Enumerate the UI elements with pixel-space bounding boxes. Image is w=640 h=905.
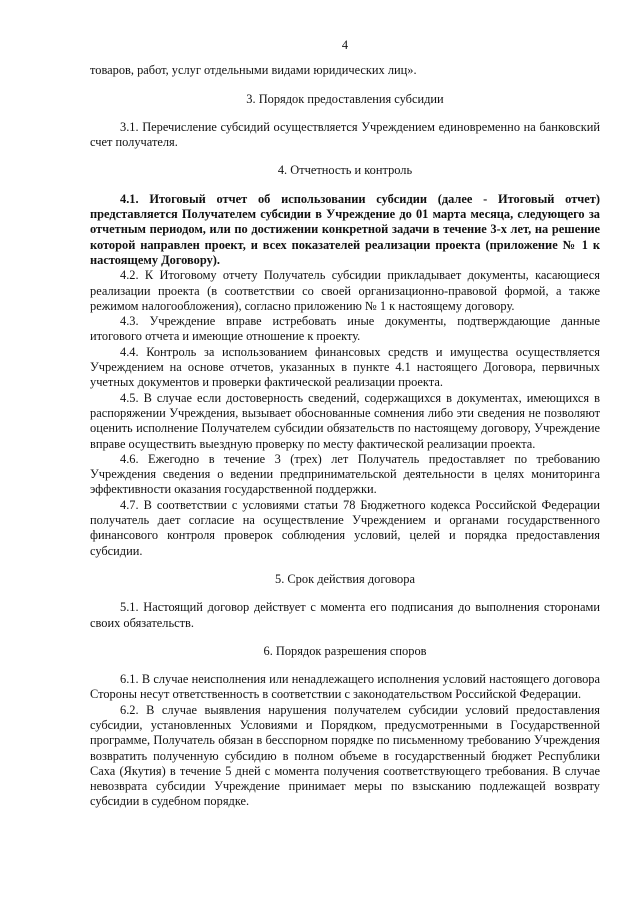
paragraph-4-3: 4.3. Учреждение вправе истребовать иные документы, подтверждающие данные итогового отчета и имеющие отношение к проекту. [90, 314, 600, 344]
paragraph-4-5: 4.5. В случае если достоверность сведений, содержащихся в документах, имеющихся в распоряжении Учреждения, вызывает обоснованные сомнения либо эти сведения не позволяют оценить исполнение Получателем субсидии обязательств по настоящему договору, Учреждение вправе осуществить выездную проверку по месту фактической реализации проекта. [90, 390, 600, 451]
section-3-heading: 3. Порядок предоставления субсидии [246, 91, 444, 106]
page-number: 4 [341, 38, 349, 52]
paragraph-5-1: 5.1. Настоящий договор действует с момента его подписания до выполнения сторонами своих обязательств. [90, 600, 600, 630]
paragraph-6-2: 6.2. В случае выявления нарушения получателем субсидии условий предоставления субсидии, установленных Условиями и Порядком, предусмотренными в Государственной программе, Получатель обязан в бесспорном порядке по письменному требованию Учреждения возвратить полученную субсидию в полном объеме в государственный бюджет Республики Саха (Якутия) в течение 5 дней с момента получения соответствующего требования. В случае невозврата субсидии Учреждение принимает меры по взысканию подлежащей возврату субсидии в судебном порядке. [90, 702, 600, 809]
paragraph-4-7: 4.7. В соответствии с условиями статьи 78 Бюджетного кодекса Российской Федерации получатель дает согласие на осуществление Учреждением и органами государственного финансового контроля проверок соблюдения условий, целей и порядка предоставления субсидии. [90, 497, 600, 558]
section-6-heading: 6. Порядок разрешения споров [263, 643, 427, 658]
paragraph-3-1: 3.1. Перечисление субсидий осуществляется Учреждением единовременно на банковский счет получателя. [90, 119, 600, 150]
paragraph-6-1: 6.1. В случае неисполнения или ненадлежащего исполнения условий настоящего договора Стороны несут ответственность в соответствии с законодательством Российской Федерации. [90, 672, 600, 702]
paragraph-4-4: 4.4. Контроль за использованием финансовых средств и имущества осуществляется Учреждением на основе отчетов, указанных в пункте 4.1 настоящего Договора, первичных учетных документов и проверки фактической реализации проекта. [90, 344, 600, 390]
paragraph-4-2: 4.2. К Итоговому отчету Получатель субсидии прикладывает документы, касающиеся реализации проекта (в соответствии со своей организационно-правовой формой, а также режимом налогообложения), согласно приложению № 1 к настоящему договору. [90, 268, 600, 313]
paragraph-4-6: 4.6. Ежегодно в течение 3 (трех) лет Получатель предоставляет по требованию Учреждения сведения о ведении предпринимательской деятельности в целях мониторинга эффективности оказания государственной поддержки. [90, 451, 600, 497]
paragraph-4-1: 4.1. Итоговый отчет об использовании субсидии (далее - Итоговый отчет) представляется Получателем субсидии в Учреждение до 01 марта месяца, следующего за отчетным периодом, или по достижении конкретной задачи в течение 3-х лет, на решение которой направлен проект, и всех показателей реализации проекта (приложение № 1 к настоящему Договору). [90, 191, 600, 267]
intro-line: товаров, работ, услуг отдельными видами юридических лиц». [90, 63, 417, 78]
section-4-heading: 4. Отчетность и контроль [277, 163, 413, 178]
section-5-heading: 5. Срок действия договора [275, 571, 415, 586]
